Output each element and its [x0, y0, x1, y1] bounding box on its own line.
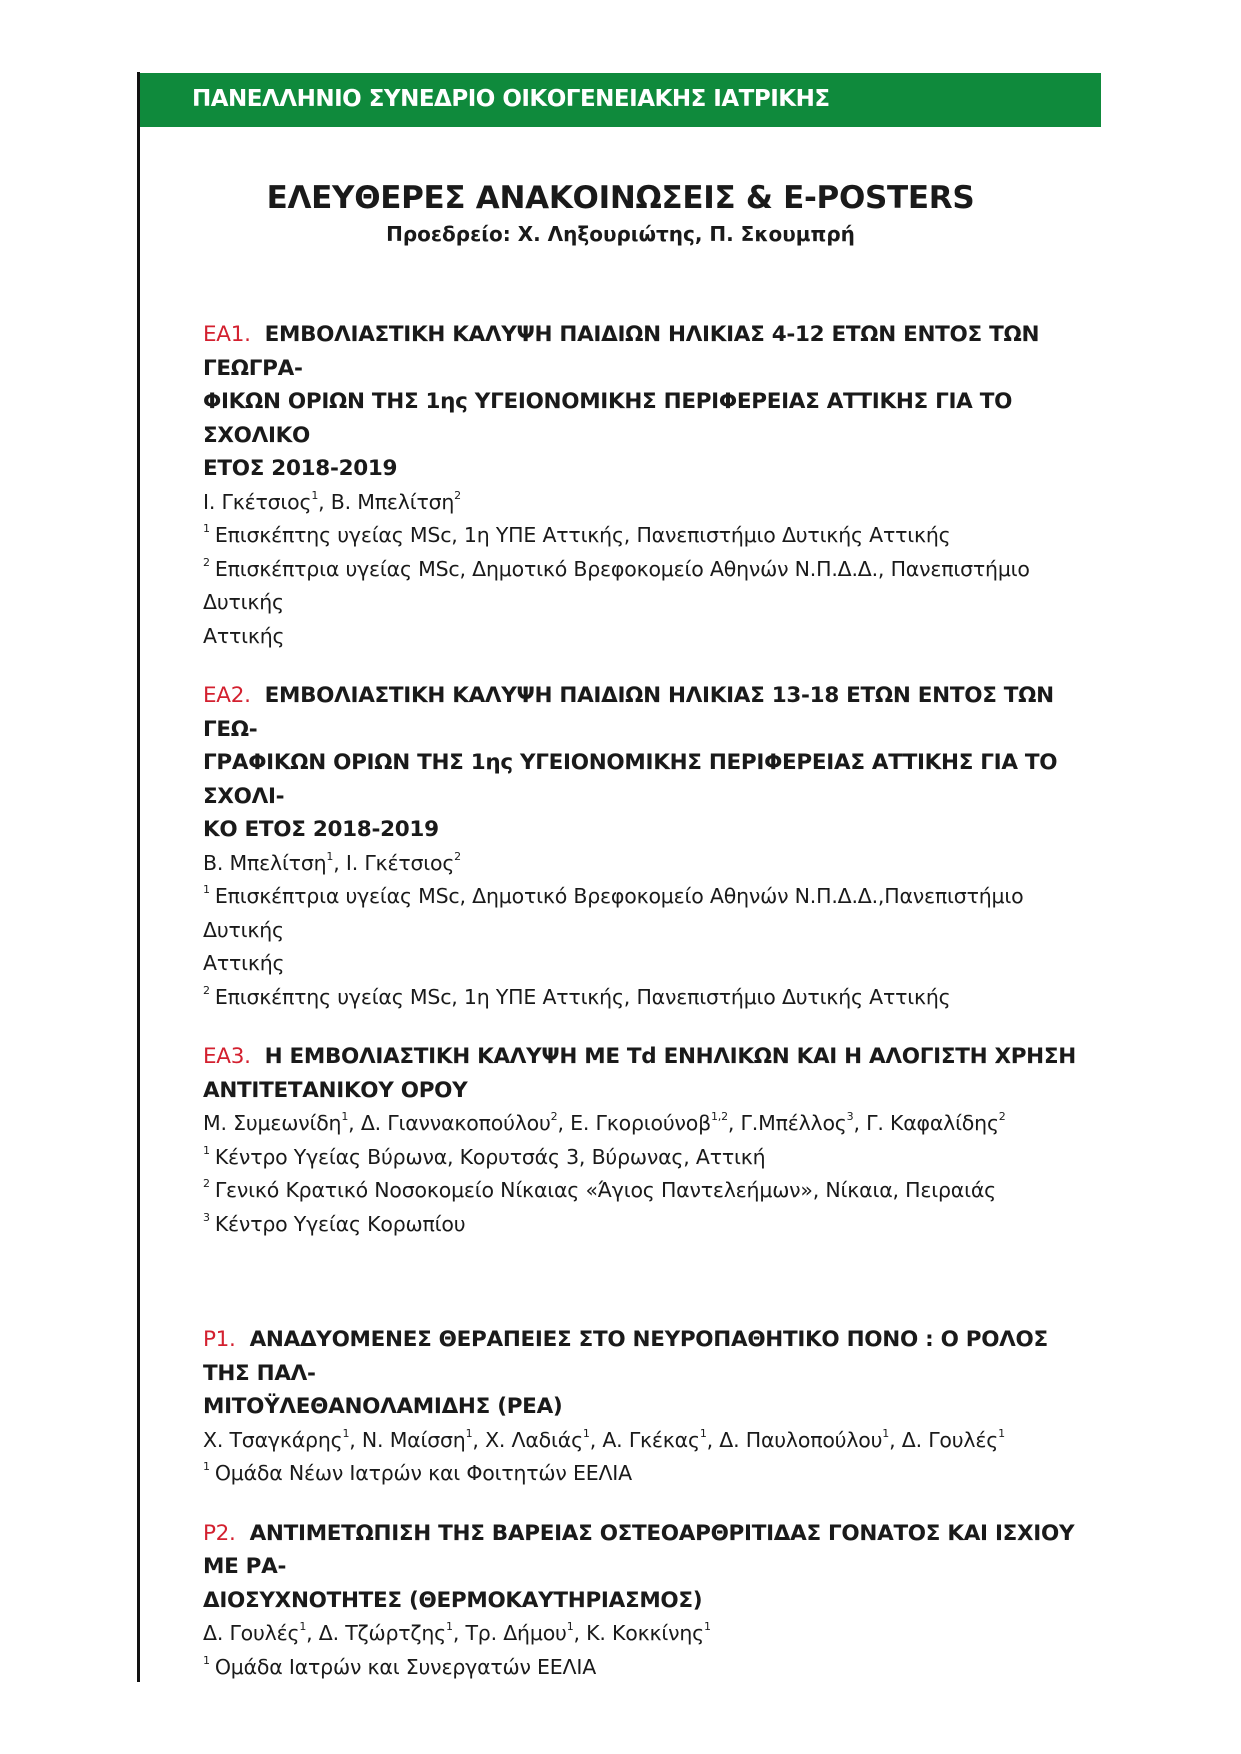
author-affiliation-mark: 1	[998, 1426, 1005, 1440]
abstract-title-line	[203, 746, 1101, 813]
affiliation-text: Γενικό Κρατικό Νοσοκομείο Νίκαιας «Άγιος Παντελεήμων», Νίκαια, Πειραιάς	[214, 1178, 996, 1202]
author-affiliation-mark: 1	[446, 1620, 453, 1634]
affiliation-continuation: Αττικής	[203, 623, 285, 648]
author-name: Δ. Γουλές	[901, 1427, 999, 1452]
abstract-title-line	[203, 318, 1101, 385]
abstract-title-text: ΑΝΑΔΥΟΜΕΝΕΣ ΘΕΡΑΠΕΙΕΣ ΣΤΟ ΝΕΥΡΟΠΑΘΗΤΙΚΟ ΠΟΝΟ : Ο ΡΟΛΟΣ ΤΗΣ ΠΑΛ-	[203, 1327, 1048, 1386]
author-separator: ,	[557, 1111, 571, 1135]
abstract-title-text: ΔΙΟΣΥΧΝΟΤΗΤΕΣ (ΘΕΡΜΟΚΑΥΤΗΡΙΑΣΜΟΣ)	[203, 1587, 703, 1613]
author-name: Δ. Τζώρτζης	[318, 1621, 447, 1645]
author-separator: ,	[349, 1427, 362, 1452]
author-affiliation-mark: 1,2	[711, 1110, 728, 1124]
author-affiliation-mark: 1	[566, 1620, 574, 1634]
author-affiliation-mark: 2	[454, 849, 461, 863]
author-name: Β. Μπελίτση	[203, 850, 327, 875]
author-separator: ,	[727, 1111, 741, 1135]
affiliation-number: 1	[203, 1460, 210, 1474]
abstract-title-text: ΓΡΑΦΙΚΩΝ ΟΡΙΩΝ ΤΗΣ 1ης ΥΓΕΙΟΝΟΜΙΚΗΣ ΠΕΡΙΦΕΡΕΙΑΣ ΑΤΤΙΚΗΣ ΓΙΑ ΤΟ ΣΧΟΛΙ-	[203, 750, 1058, 809]
page-left-rule	[137, 72, 140, 1682]
session-chair: Προεδρείο: Χ. Ληξουριώτης, Π. Σκουμπρή	[386, 222, 855, 246]
affiliation-number: 2	[203, 1177, 210, 1191]
author-name: Μ. Συμεωνίδη	[203, 1111, 342, 1135]
author-separator: ,	[333, 850, 346, 875]
affiliation	[203, 981, 1101, 1015]
abstract-title-text: ΑΝΤΙΤΕΤΑΝΙΚΟΥ ΟΡΟΥ	[203, 1077, 468, 1103]
abstract-code: ΕΑ3.	[203, 1044, 251, 1069]
abstract-entry	[203, 1323, 1101, 1491]
author-affiliation-mark: 1	[699, 1426, 707, 1440]
abstract-title	[203, 1040, 1101, 1107]
abstract-title-line	[203, 1517, 1101, 1584]
author-name: Ι. Γκέτσιος	[203, 489, 312, 514]
author-separator: ,	[306, 1621, 319, 1645]
abstract-title-text: Η ΕΜΒΟΛΙΑΣΤΙΚΗ ΚΑΛΥΨΗ ΜΕ Td ΕΝΗΛΙΚΩΝ ΚΑΙ Η ΑΛΟΓΙΣΤΗ ΧΡΗΣΗ	[264, 1044, 1076, 1069]
abstract-title-text: ΑΝΤΙΜΕΤΩΠΙΣΗ ΤΗΣ ΒΑΡΕΙΑΣ ΟΣΤΕΟΑΡΘΡΙΤΙΔΑΣ ΓΟΝΑΤΟΣ ΚΑΙ ΙΣΧΙΟΥ ΜΕ ΡΑ-	[203, 1520, 1075, 1579]
author-list	[203, 486, 1101, 520]
author-affiliation-mark: 1	[326, 849, 334, 863]
author-name: Ν. Μαίσση	[361, 1427, 466, 1452]
author-name: Γ. Καφαλίδης	[866, 1111, 999, 1135]
affiliation	[203, 1141, 1101, 1175]
author-list	[203, 1107, 1101, 1141]
affiliation-number: 1	[203, 1143, 210, 1157]
author-name: Δ. Γουλές	[203, 1621, 300, 1645]
affiliation	[203, 1208, 1101, 1242]
author-affiliation-mark: 1	[299, 1620, 307, 1634]
author-separator: ,	[452, 1621, 466, 1645]
author-affiliation-mark: 2	[454, 488, 461, 502]
abstract-title-text: ΦΙΚΩΝ ΟΡΙΩΝ ΤΗΣ 1ης ΥΓΕΙΟΝΟΜΙΚΗΣ ΠΕΡΙΦΕΡΕΙΑΣ ΑΤΤΙΚΗΣ ΓΙΑ ΤΟ ΣΧΟΛΙΚΟ	[203, 389, 1013, 448]
author-name: Ε. Γκοριούνοβ	[570, 1111, 711, 1135]
author-list	[203, 1424, 1101, 1458]
abstract-code: ΕΑ2.	[203, 683, 251, 708]
abstract-title-text: ΕΤΟΣ 2018-2019	[203, 456, 398, 481]
affiliation	[203, 519, 1101, 553]
abstract-title	[203, 1517, 1101, 1618]
abstract-title-text: ΕΜΒΟΛΙΑΣΤΙΚΗ ΚΑΛΥΨΗ ΠΑΙΔΙΩΝ ΗΛΙΚΙΑΣ 4-12 ΕΤΩΝ ΕΝΤΟΣ ΤΩΝ ΓΕΩΓΡΑ-	[203, 322, 1040, 381]
author-separator: ,	[472, 1427, 486, 1452]
author-list	[203, 1617, 1101, 1651]
affiliation	[203, 1651, 1101, 1685]
abstract-entry	[203, 1040, 1101, 1241]
author-affiliation-mark: 2	[550, 1110, 558, 1124]
author-separator: ,	[348, 1111, 361, 1135]
author-name: Δ. Παυλοπούλου	[719, 1427, 883, 1452]
affiliation-text: Επισκέπτρια υγείας MSc, Δημοτικό Βρεφοκομείο Αθηνών Ν.Π.Δ.Δ., Πανεπιστήμιο Δυτικής	[203, 556, 1030, 614]
affiliation	[203, 1457, 1101, 1491]
abstract-entry	[203, 318, 1101, 653]
author-affiliation-mark: 1	[882, 1426, 890, 1440]
author-separator: ,	[573, 1621, 587, 1645]
abstract-list	[203, 318, 1101, 1710]
author-name: Δ. Γιαννακοπούλου	[360, 1111, 551, 1135]
session-title: ΕΛΕΥΘΕΡΕΣ ΑΝΑΚΟΙΝΩΣΕΙΣ & E-POSTERS	[266, 180, 975, 216]
author-affiliation-mark: 1	[704, 1620, 711, 1634]
author-list	[203, 847, 1101, 881]
author-affiliation-mark: 3	[846, 1110, 854, 1124]
abstract-entry	[203, 1517, 1101, 1685]
affiliation-text: Ομάδα Νέων Ιατρών και Φοιτητών ΕΕΛΙΑ	[214, 1461, 632, 1485]
abstract-code: P2.	[203, 1520, 236, 1546]
conference-header-band	[140, 73, 1101, 127]
abstract-title-line	[203, 1584, 1101, 1618]
author-affiliation-mark: 1	[341, 1110, 349, 1124]
abstract-title-line	[203, 813, 1101, 847]
affiliation-number: 2	[203, 983, 210, 997]
author-separator: ,	[706, 1427, 720, 1452]
affiliation-text: Επισκέπτης υγείας MSc, 1η ΥΠΕ Αττικής, Πανεπιστήμιο Δυτικής Αττικής	[214, 523, 951, 547]
abstract-title-text: ΜΙΤΟΫΛΕΘΑΝΟΛΑΜΙΔΗΣ (PEA)	[203, 1394, 563, 1419]
session-heading	[140, 178, 1101, 248]
author-separator: ,	[853, 1111, 867, 1135]
abstract-title-line	[203, 1390, 1101, 1424]
affiliation-text: Επισκέπτης υγείας MSc, 1η ΥΠΕ Αττικής, Πανεπιστήμιο Δυτικής Αττικής	[214, 984, 951, 1009]
abstract-title-line	[203, 1074, 1101, 1108]
abstract-title	[203, 318, 1101, 486]
author-name: Χ. Λαδιάς	[485, 1427, 583, 1452]
author-affiliation-mark: 1	[342, 1426, 350, 1440]
author-name: Κ. Κοκκίνης	[586, 1621, 704, 1645]
affiliation-continuation: Αττικής	[203, 951, 285, 975]
author-name: Χ. Τσαγκάρης	[203, 1427, 343, 1452]
abstract-entry	[203, 679, 1101, 1014]
author-affiliation-mark: 1	[311, 488, 319, 502]
author-name: Β. Μπελίτση	[330, 489, 455, 514]
affiliation	[203, 1174, 1101, 1208]
author-affiliation-mark: 1	[465, 1426, 473, 1440]
author-affiliation-mark: 1	[582, 1426, 590, 1440]
affiliation-text: Ομάδα Ιατρών και Συνεργατών ΕΕΛΙΑ	[214, 1654, 597, 1679]
author-name: Γ.Μπέλλος	[740, 1111, 847, 1135]
author-name: Α. Γκέκας	[602, 1427, 700, 1452]
abstract-title-line	[203, 1040, 1101, 1074]
author-separator: ,	[318, 489, 331, 514]
affiliation-number: 1	[203, 883, 210, 897]
affiliation-text: Επισκέπτρια υγείας MSc, Δημοτικό Βρεφοκομείο Αθηνών Ν.Π.Δ.Δ.,Πανεπιστήμιο Δυτικής	[203, 884, 1024, 942]
abstract-code: P1.	[203, 1327, 236, 1352]
conference-title: ΠΑΝΕΛΛΗΝΙΟ ΣΥΝΕΔΡΙΟ ΟΙΚΟΓΕΝΕΙΑΚΗΣ ΙΑΤΡΙΚΗΣ	[192, 86, 830, 112]
abstract-title-line	[203, 385, 1101, 452]
affiliation	[203, 880, 1101, 947]
abstract-title	[203, 1323, 1101, 1424]
author-name: Ι. Γκέτσιος	[345, 850, 455, 875]
abstract-title-line	[203, 452, 1101, 486]
abstract-title-text: ΕΜΒΟΛΙΑΣΤΙΚΗ ΚΑΛΥΨΗ ΠΑΙΔΙΩΝ ΗΛΙΚΙΑΣ 13-18 ΕΤΩΝ ΕΝΤΟΣ ΤΩΝ ΓΕΩ-	[203, 683, 1054, 742]
affiliation	[203, 553, 1101, 620]
affiliation-number: 2	[203, 555, 210, 569]
abstract-code: ΕΑ1.	[203, 322, 251, 347]
affiliation-text: Κέντρο Υγείας Κορωπίου	[214, 1211, 466, 1236]
abstract-title-line	[203, 679, 1101, 746]
abstract-title-text: ΚΟ ΕΤΟΣ 2018-2019	[203, 817, 439, 842]
affiliation-number: 3	[203, 1210, 210, 1224]
abstract-title	[203, 679, 1101, 847]
abstract-title-line	[203, 1323, 1101, 1390]
author-name: Τρ. Δήμου	[465, 1621, 567, 1645]
author-affiliation-mark: 2	[998, 1110, 1006, 1124]
author-separator: ,	[589, 1427, 603, 1452]
affiliation-number: 1	[203, 522, 210, 536]
affiliation-text: Κέντρο Υγείας Βύρωνα, Κορυτσάς 3, Βύρωνας, Αττική	[214, 1144, 766, 1169]
affiliation-number: 1	[203, 1653, 210, 1667]
author-separator: ,	[889, 1427, 902, 1452]
